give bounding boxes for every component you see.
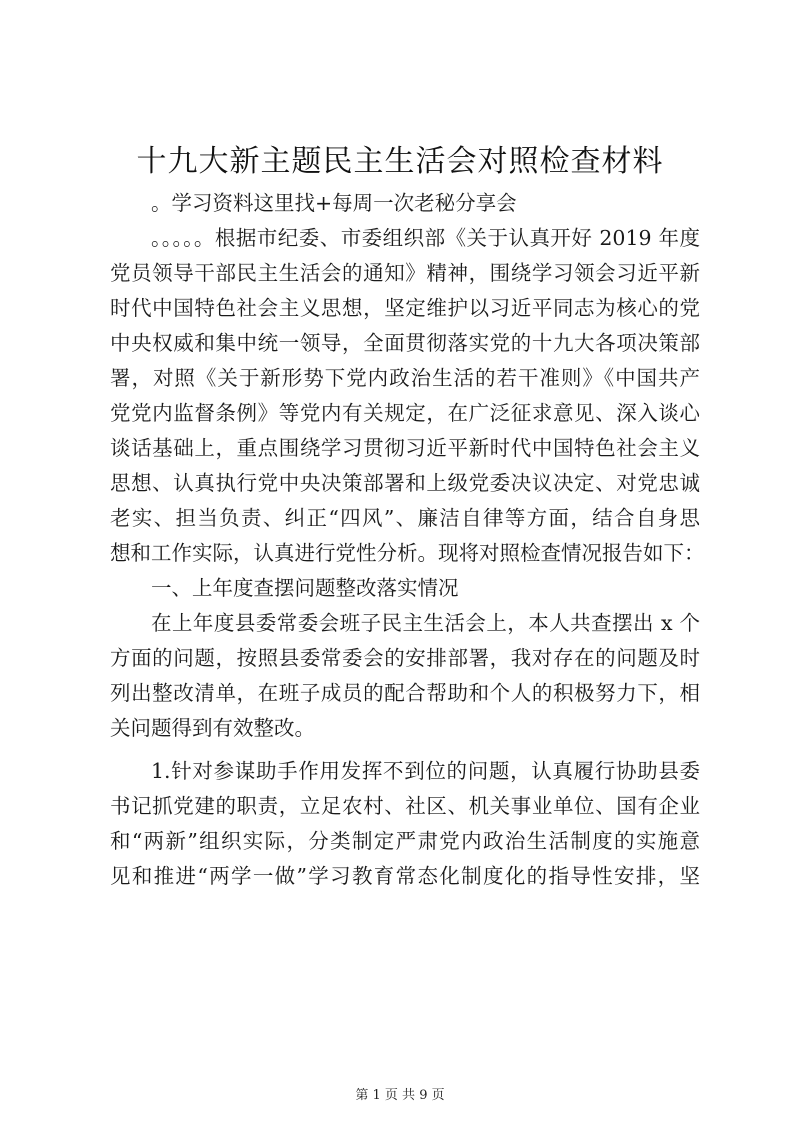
body-line: 谈话基础上，重点围绕学习贯彻习近平新时代中国特色社会主义 xyxy=(110,436,700,460)
body-line: 见和推进“两学一做”学习教育常态化制度化的指导性安排，坚 xyxy=(110,864,700,888)
paragraph-gap xyxy=(110,746,700,754)
body-line: 中央权威和集中统一领导，全面贯彻落实党的十九大各项决策部 xyxy=(110,331,700,355)
body-line: 1.针对参谋助手作用发挥不到位的问题，认真履行协助县委 xyxy=(151,759,700,783)
body-line: 想和工作实际，认真进行党性分析。现将对照检查情况报告如下： xyxy=(110,541,705,565)
body-line: 。学习资料这里找+每周一次老秘分享会 xyxy=(151,191,517,215)
document-body xyxy=(110,186,705,894)
body-line: 党员领导干部民主生活会的通知》精神，围绕学习领会习近平新 xyxy=(110,261,700,285)
body-line: 党党内监督条例》等党内有关规定，在广泛征求意见、深入谈心 xyxy=(110,401,700,425)
section-heading: 一、上年度查摆问题整改落实情况 xyxy=(151,576,459,600)
body-line: 思想、认真执行党中央决策部署和上级党委决议决定、对党忠诚 xyxy=(110,471,700,495)
body-line: 和“两新”组织实际，分类制定严肃党内政治生活制度的实施意 xyxy=(110,829,700,853)
body-line: 方面的问题，按照县委常委会的安排部署，我对存在的问题及时 xyxy=(110,646,700,670)
body-line: 书记抓党建的职责，立足农村、社区、机关事业单位、国有企业 xyxy=(110,794,700,818)
page-footer: 第 1 页 共 9 页 xyxy=(355,1088,445,1103)
body-line: 署，对照《关于新形势下党内政治生活的若干准则》《中国共产 xyxy=(110,366,700,390)
body-line: 关问题得到有效整改。 xyxy=(110,716,315,740)
body-line: 。。。。。根据市纪委、市委组织部《关于认真开好 2019 年度 xyxy=(151,226,700,250)
body-line: 老实、担当负责、纠正“四风”、廉洁自律等方面，结合自身思 xyxy=(110,506,700,530)
body-line: 列出整改清单，在班子成员的配合帮助和个人的积极努力下，相 xyxy=(110,681,700,705)
body-line: 在上年度县委常委会班子民主生活会上，本人共查摆出 x 个 xyxy=(151,611,700,635)
body-line: 时代中国特色社会主义思想，坚定维护以习近平同志为核心的党 xyxy=(110,296,700,320)
document-title: 十九大新主题民主生活会对照检查材料 xyxy=(136,144,664,179)
